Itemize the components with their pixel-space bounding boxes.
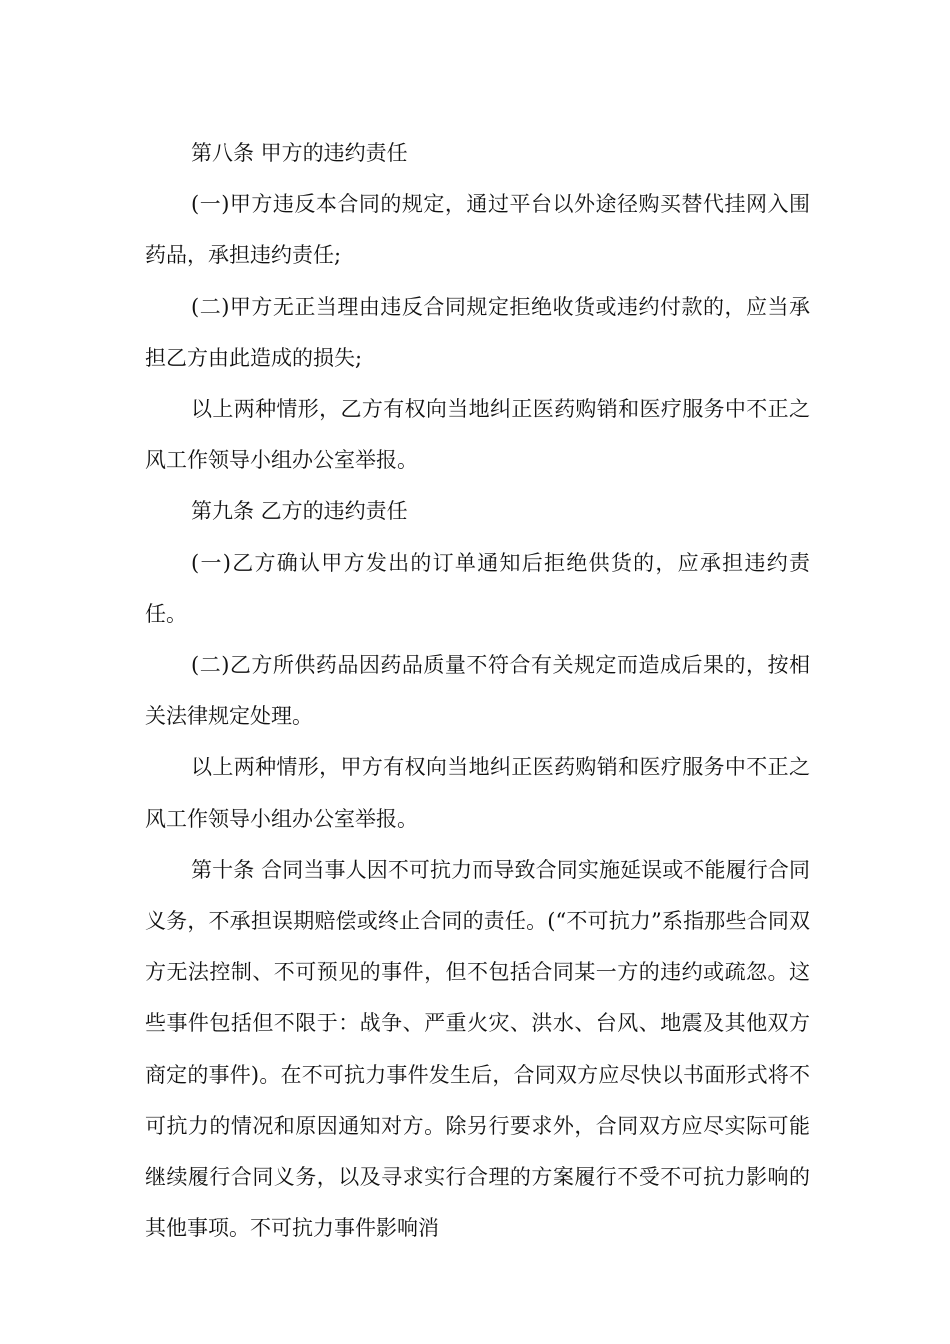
article-9-clause-1: (一)乙方确认甲方发出的订单通知后拒绝供货的，应承担违约责任。	[145, 550, 810, 626]
article-9-report-note: 以上两种情形，甲方有权向当地纠正医药购销和医疗服务中不正之风工作领导小组办公室举报。	[145, 755, 810, 831]
article-9-heading: 第九条 乙方的违约责任	[191, 499, 408, 524]
article-8-report-note: 以上两种情形，乙方有权向当地纠正医药购销和医疗服务中不正之风工作领导小组办公室举报。	[145, 397, 810, 473]
document-body	[145, 128, 810, 1254]
article-10-force-majeure: 第十条 合同当事人因不可抗力而导致合同实施延误或不能履行合同义务，不承担误期赔偿或终止合同的责任。(“不可抗力”系指那些合同双方无法控制、不可预见的事件，但不包括合同某一方的违约或疏忽。这些事件包括但不限于：战争、严重火灾、洪水、台风、地震及其他双方商定的事件)。在不可抗力事件发生后，合同双方应尽快以书面形式将不可抗力的情况和原因通知对方。除另行要求外，合同双方应尽实际可能继续履行合同义务，以及寻求实行合理的方案履行不受不可抗力影响的其他事项。不可抗力事件影响消	[145, 857, 810, 1241]
article-8-heading: 第八条 甲方的违约责任	[191, 141, 408, 165]
article-8-clause-2: (二)甲方无正当理由违反合同规定拒绝收货或违约付款的，应当承担乙方由此造成的损失;	[145, 294, 810, 370]
article-9-clause-2: (二)乙方所供药品因药品质量不符合有关规定而造成后果的，按相关法律规定处理。	[145, 653, 810, 729]
article-8-clause-1: (一)甲方违反本合同的规定，通过平台以外途径购买替代挂网入围药品，承担违约责任;	[145, 192, 810, 268]
